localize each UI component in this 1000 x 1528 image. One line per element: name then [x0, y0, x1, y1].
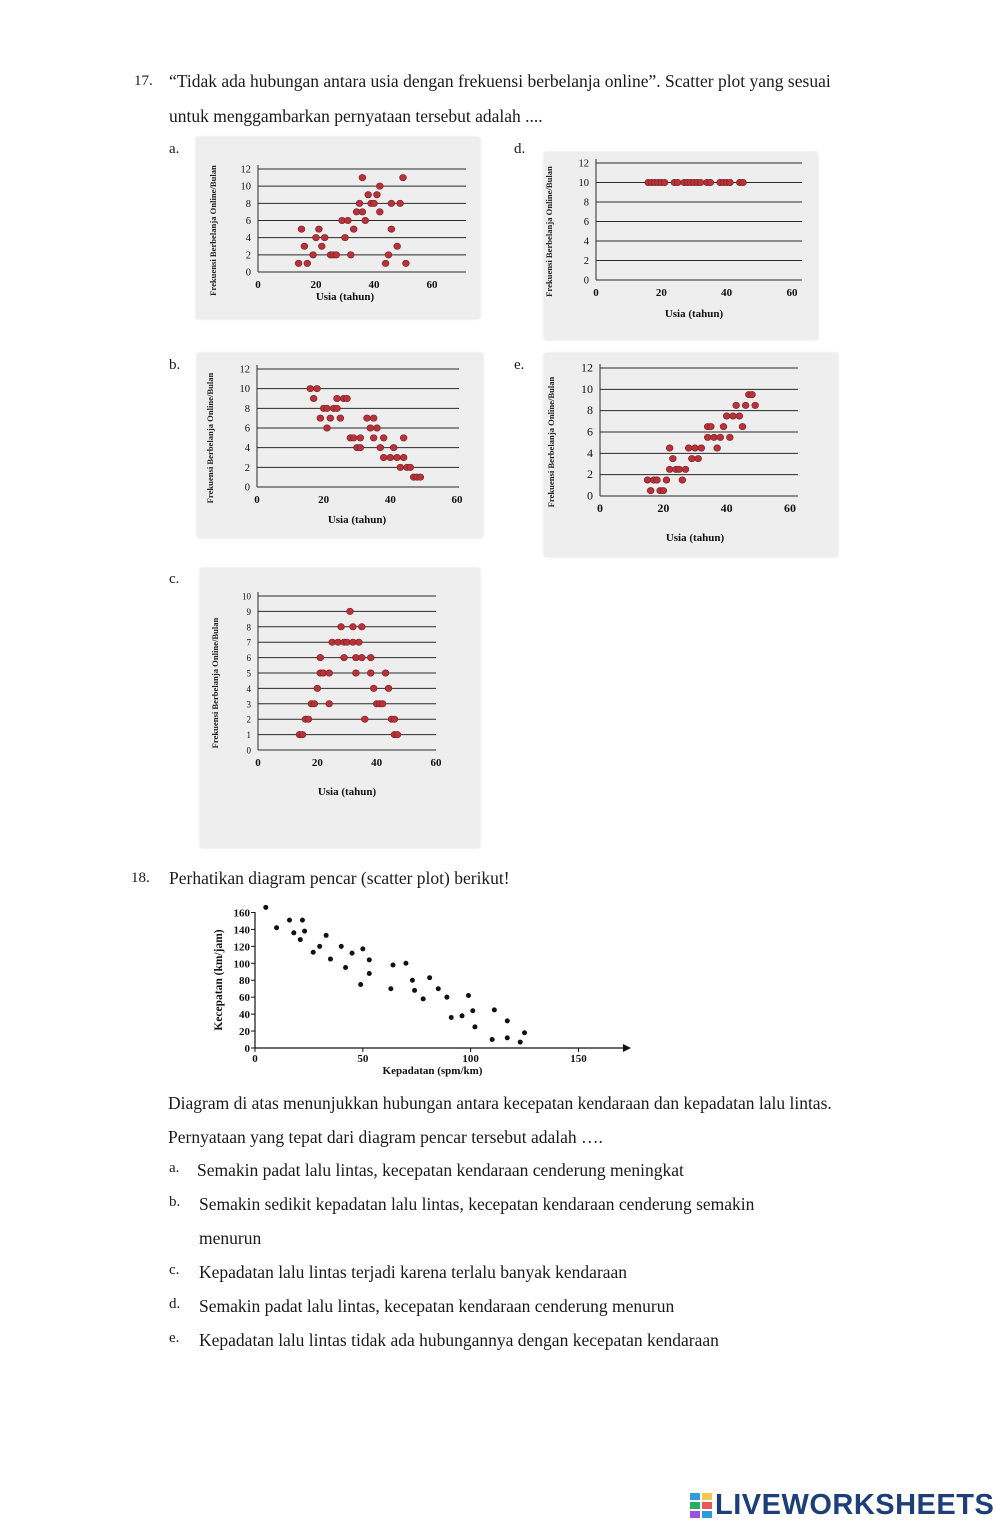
x-tick-label-d: 0: [593, 287, 599, 299]
y-tick-label-a: 2: [245, 250, 251, 262]
q18-y-tick-label: 60: [239, 992, 250, 1005]
scatter-point-c: [391, 716, 398, 722]
x-tick-label-e: 0: [597, 501, 603, 515]
scatter-point-b: [327, 415, 334, 421]
q17-option-a-label[interactable]: a.: [169, 141, 180, 157]
scatter-point-c: [305, 716, 312, 722]
q18-y-tick-label: 160: [233, 907, 250, 920]
q18-scatter-point: [522, 1030, 527, 1035]
q18-scatter-point: [391, 962, 396, 967]
scatter-point-b: [377, 444, 384, 450]
scatter-point-b: [400, 435, 407, 441]
scatter-point-b: [367, 425, 374, 431]
scatter-point-b: [317, 415, 324, 421]
scatter-plot-a-svg: [196, 137, 480, 319]
y-tick-label-b: 10: [239, 384, 250, 396]
scatter-point-b: [370, 435, 377, 441]
q18-scatter-point: [350, 951, 355, 956]
scatter-point-c: [370, 685, 377, 691]
scatter-point-c: [382, 670, 389, 676]
scatter-point-a: [385, 252, 392, 258]
y-tick-label-c: 6: [246, 653, 251, 664]
scatter-point-b: [394, 454, 401, 460]
q18-x-axis-arrow: [623, 1044, 631, 1052]
scatter-point-d: [740, 179, 747, 185]
y-axis-label-d: Frekuensi Berbelanja Online/Bulan: [544, 166, 554, 297]
q18-scatter-point: [505, 1018, 510, 1023]
y-tick-label-e: 8: [587, 403, 593, 418]
q18-prompt: Perhatikan diagram pencar (scatter plot) berikut!: [169, 868, 510, 888]
q18-scatter-point: [444, 995, 449, 1000]
scatter-point-a: [345, 217, 352, 223]
scatter-point-e: [730, 413, 737, 419]
q18-x-tick-label: 0: [252, 1053, 258, 1065]
y-tick-label-c: 4: [246, 683, 251, 694]
y-tick-label-d: 8: [583, 197, 589, 209]
scatter-point-e: [749, 391, 756, 397]
y-tick-label-c: 8: [246, 622, 251, 633]
scatter-point-a: [295, 260, 302, 266]
scatter-point-e: [711, 434, 718, 440]
q18-x-tick-label: 100: [462, 1053, 479, 1065]
scatter-plot-d[interactable]: [544, 152, 818, 340]
q18-y-tick-label: 40: [239, 1009, 250, 1022]
scatter-point-e: [666, 445, 673, 451]
scatter-point-a: [333, 252, 340, 258]
scatter-point-b: [314, 385, 321, 391]
y-tick-label-e: 0: [587, 488, 593, 503]
y-axis-label-e: Frekuensi Berbelanja Online/Bulan: [546, 376, 556, 508]
scatter-plot-b-svg: [197, 353, 483, 538]
scatter-point-c: [358, 624, 365, 630]
y-tick-label-b: 6: [244, 423, 250, 435]
y-tick-label-d: 4: [583, 236, 589, 248]
scatter-point-e: [644, 477, 651, 483]
q18-description-line2: Pernyataan yang tepat dari diagram pencar tersebut adalah ….: [168, 1127, 603, 1147]
x-tick-label-e: 20: [657, 501, 670, 515]
q18-scatter-point: [291, 930, 296, 935]
scatter-point-c: [326, 670, 333, 676]
scatter-point-b: [370, 415, 377, 421]
scatter-plot-c[interactable]: [200, 568, 480, 848]
y-tick-label-a: 10: [240, 181, 251, 193]
scatter-point-c: [311, 701, 318, 707]
q18-scatter-point: [472, 1024, 477, 1029]
q18-option-b-letter[interactable]: b.: [169, 1194, 181, 1210]
scatter-point-b: [380, 435, 387, 441]
scatter-point-c: [358, 654, 365, 660]
scatter-point-e: [679, 477, 686, 483]
scatter-point-a: [321, 234, 328, 240]
scatter-point-e: [736, 413, 743, 419]
scatter-point-b: [334, 395, 341, 401]
y-tick-label-d: 6: [583, 217, 589, 228]
q18-scatter-point: [505, 1035, 510, 1040]
scatter-point-a: [301, 243, 308, 249]
x-tick-label-a: 0: [255, 279, 261, 291]
y-tick-label-c: 2: [246, 714, 251, 725]
q18-option-b-text-cont[interactable]: menurun: [199, 1228, 262, 1248]
q18-scatter-point: [421, 996, 426, 1001]
scatter-point-c: [347, 608, 354, 614]
scatter-point-e: [666, 466, 673, 472]
y-tick-label-c: 7: [246, 637, 251, 648]
scatter-point-c: [367, 654, 374, 660]
q18-scatter-point: [388, 986, 393, 991]
q18-scatter-point: [298, 937, 303, 942]
scatter-point-b: [357, 444, 364, 450]
q18-x-tick-label: 50: [357, 1053, 369, 1065]
y-tick-label-a: 8: [245, 198, 251, 210]
scatter-point-a: [394, 243, 401, 249]
scatter-point-c: [379, 701, 386, 707]
scatter-point-c: [299, 731, 306, 737]
scatter-point-e: [676, 466, 683, 472]
x-tick-label-b: 0: [254, 494, 260, 506]
q18-option-c-letter[interactable]: c.: [169, 1262, 180, 1278]
q18-scatter-point: [300, 918, 305, 923]
scatter-point-e: [688, 455, 695, 461]
q18-x-axis-label: Kepadatan (spm/km): [382, 1065, 483, 1077]
x-tick-label-d: 40: [721, 287, 733, 299]
q18-scatter-point: [360, 946, 365, 951]
q18-scatter-point: [466, 993, 471, 998]
q18-scatter-point: [518, 1040, 523, 1045]
x-tick-label-a: 60: [426, 279, 438, 291]
q18-scatter-point: [263, 905, 268, 910]
scatter-point-b: [400, 454, 407, 460]
q18-scatter-point: [470, 1008, 475, 1013]
scatter-point-c: [350, 624, 357, 630]
y-tick-label-b: 2: [244, 462, 250, 474]
x-axis-label-c: Usia (tahun): [317, 786, 377, 798]
y-tick-label-e: 4: [587, 445, 593, 460]
q17-option-e-label[interactable]: e.: [514, 357, 525, 373]
liveworksheets-logo-text: LIVEWORKSHEETS: [715, 1489, 995, 1521]
x-tick-label-b: 40: [384, 494, 396, 506]
scatter-point-e: [695, 455, 702, 461]
y-tick-label-b: 0: [244, 482, 250, 494]
scatter-point-a: [382, 260, 389, 266]
scatter-plot-d-svg: [544, 152, 818, 340]
scatter-point-e: [682, 466, 689, 472]
scatter-point-a: [359, 174, 366, 180]
y-tick-label-e: 12: [581, 360, 593, 375]
y-tick-label-e: 2: [587, 467, 593, 482]
q18-scatter-point: [287, 918, 292, 923]
x-axis-label-a: Usia (tahun): [315, 291, 375, 303]
q18-scatter-point: [302, 929, 307, 934]
q18-y-tick-label: 100: [233, 958, 250, 971]
q18-scatter-point: [460, 1013, 465, 1018]
scatter-point-c: [314, 685, 321, 691]
y-tick-label-a: 6: [245, 216, 251, 227]
scatter-plot-q18: [205, 900, 635, 1082]
scatter-point-c: [361, 716, 368, 722]
scatter-point-a: [350, 226, 357, 232]
q18-option-a-letter[interactable]: a.: [169, 1160, 180, 1176]
q18-scatter-point: [311, 950, 316, 955]
y-tick-label-b: 4: [244, 443, 250, 455]
scatter-point-b: [334, 405, 341, 411]
q18-scatter-point: [274, 925, 279, 930]
scatter-point-b: [337, 415, 344, 421]
scatter-point-e: [654, 477, 661, 483]
x-axis-label-b: Usia (tahun): [327, 514, 387, 526]
q18-scatter-point: [358, 982, 363, 987]
y-tick-label-b: 12: [239, 364, 250, 376]
scatter-point-a: [376, 183, 383, 189]
y-axis-label-c: Frekuensi Berbelanja Online/Bulan: [210, 617, 220, 749]
scatter-point-b: [390, 444, 397, 450]
q18-scatter-point: [403, 961, 408, 966]
scatter-point-e: [663, 477, 670, 483]
q18-number: 18.: [131, 870, 150, 886]
x-tick-label-c: 60: [430, 757, 442, 769]
y-tick-label-c: 0: [246, 745, 251, 756]
x-axis-label-d: Usia (tahun): [664, 308, 724, 320]
y-tick-label-a: 12: [240, 164, 251, 176]
x-tick-label-c: 0: [255, 757, 261, 769]
scatter-point-a: [318, 243, 325, 249]
scatter-point-b: [380, 454, 387, 460]
q17-option-b-label[interactable]: b.: [169, 357, 181, 373]
q18-scatter-point: [427, 975, 432, 980]
x-tick-label-c: 40: [371, 757, 383, 769]
scatter-point-a: [376, 209, 383, 215]
q18-scatter-point: [367, 971, 372, 976]
scatter-point-a: [374, 192, 381, 198]
scatter-point-e: [752, 402, 759, 408]
scatter-point-e: [647, 487, 654, 493]
y-tick-label-d: 12: [578, 158, 589, 170]
scatter-point-b: [407, 464, 414, 470]
q18-y-tick-label: 120: [233, 941, 250, 954]
scatter-point-a: [347, 252, 354, 258]
scatter-point-e: [704, 434, 711, 440]
scatter-point-e: [717, 434, 724, 440]
scatter-point-a: [359, 209, 366, 215]
x-axis-label-e: Usia (tahun): [665, 532, 725, 544]
q18-y-axis-label: Kecepatan (km/jam): [213, 929, 225, 1031]
q18-scatter-point: [328, 957, 333, 962]
q18-scatter-point: [436, 986, 441, 991]
scatter-point-c: [385, 685, 392, 691]
scatter-point-a: [371, 200, 378, 206]
scatter-point-b: [364, 415, 371, 421]
q18-x-tick-label: 150: [570, 1053, 587, 1065]
y-tick-label-e: 6: [587, 424, 593, 439]
scatter-point-e: [698, 445, 705, 451]
q18-scatter-point: [339, 944, 344, 949]
q17-option-c-label[interactable]: c.: [169, 571, 180, 587]
y-tick-label-c: 1: [246, 730, 251, 741]
q18-option-c-text[interactable]: Kepadatan lalu lintas terjadi karena terlalu banyak kendaraan: [199, 1262, 628, 1282]
q18-scatter-point: [412, 988, 417, 993]
scatter-point-a: [313, 234, 320, 240]
q18-scatter-point: [449, 1015, 454, 1020]
scatter-point-b: [307, 385, 314, 391]
scatter-point-e: [692, 445, 699, 451]
y-tick-label-c: 3: [246, 699, 251, 710]
scatter-point-b: [324, 405, 331, 411]
scatter-point-e: [707, 423, 714, 429]
q18-option-a-text[interactable]: Semakin padat lalu lintas, kecepatan kendaraan cenderung meningkat: [197, 1160, 684, 1180]
q17-text-line2: untuk menggambarkan pernyataan tersebut adalah ....: [169, 106, 543, 126]
scatter-point-c: [317, 654, 324, 660]
scatter-point-b: [374, 425, 381, 431]
scatter-point-b: [397, 464, 404, 470]
scatter-point-c: [353, 670, 360, 676]
scatter-point-b: [387, 454, 394, 460]
x-tick-label-c: 20: [311, 757, 323, 769]
scatter-point-e: [720, 423, 727, 429]
scatter-point-e: [742, 402, 749, 408]
scatter-point-e: [733, 402, 740, 408]
y-tick-label-b: 8: [244, 403, 250, 415]
scatter-point-a: [365, 192, 372, 198]
scatter-point-a: [316, 226, 323, 232]
scatter-point-a: [342, 234, 349, 240]
scatter-point-e: [660, 487, 667, 493]
y-tick-label-e: 10: [581, 381, 593, 396]
scatter-plot-a[interactable]: [196, 137, 480, 319]
q18-option-b-text[interactable]: Semakin sedikit kepadatan lalu lintas, kecepatan kendaraan cenderung semakin: [199, 1194, 755, 1214]
x-tick-label-b: 20: [318, 494, 330, 506]
scatter-point-e: [685, 445, 692, 451]
y-tick-label-d: 0: [583, 275, 589, 287]
scatter-point-b: [350, 435, 357, 441]
q18-scatter-point: [324, 933, 329, 938]
scatter-point-c: [341, 654, 348, 660]
scatter-point-c: [367, 670, 374, 676]
scatter-point-d: [727, 179, 734, 185]
scatter-point-b: [344, 395, 351, 401]
q18-scatter-point: [410, 978, 415, 983]
scatter-point-a: [400, 174, 407, 180]
scatter-point-b: [324, 425, 331, 431]
liveworksheets-logo-icon: [690, 1493, 714, 1519]
q18-y-tick-label: 0: [244, 1043, 250, 1055]
q18-option-e-text[interactable]: Kepadatan lalu lintas tidak ada hubungannya dengan kecepatan kendaraan: [199, 1330, 719, 1350]
scatter-point-b: [310, 395, 317, 401]
scatter-point-a: [397, 200, 404, 206]
x-tick-label-a: 20: [310, 279, 322, 291]
scatter-point-a: [304, 260, 311, 266]
y-tick-label-a: 4: [245, 233, 251, 245]
scatter-point-c: [355, 639, 362, 645]
scatter-plot-e-svg: [544, 353, 838, 557]
scatter-point-e: [669, 455, 676, 461]
q17-text-line1: “Tidak ada hubungan antara usia dengan frekuensi berbelanja online”. Scatter plot yang sesuai: [169, 71, 831, 91]
y-tick-label-a: 0: [245, 267, 251, 279]
y-tick-label-c: 5: [246, 668, 251, 679]
x-tick-label-a: 40: [368, 279, 380, 291]
q18-description-line1: Diagram di atas menunjukkan hubungan antara kecepatan kendaraan dan kepadatan lalu lintas.: [168, 1093, 832, 1113]
scatter-point-e: [739, 423, 746, 429]
scatter-point-e: [726, 434, 733, 440]
q18-scatter-point: [317, 944, 322, 949]
q18-y-tick-label: 80: [239, 975, 250, 988]
scatter-plot-c-svg: [200, 568, 480, 848]
scatter-point-c: [338, 624, 345, 630]
scatter-plot-e[interactable]: [544, 353, 838, 557]
scatter-point-a: [388, 200, 395, 206]
q18-scatter-point: [367, 957, 372, 962]
scatter-point-d: [697, 179, 704, 185]
scatter-point-d: [674, 179, 681, 185]
y-tick-label-c: 9: [246, 606, 251, 617]
scatter-point-a: [362, 217, 369, 223]
scatter-plot-b[interactable]: [197, 353, 483, 538]
y-tick-label-c: 10: [242, 591, 251, 602]
scatter-point-c: [394, 731, 401, 737]
scatter-point-b: [357, 435, 364, 441]
scatter-point-d: [707, 179, 714, 185]
scatter-point-c: [326, 701, 333, 707]
x-tick-label-e: 60: [784, 501, 796, 515]
q18-scatter-point: [343, 965, 348, 970]
y-tick-label-d: 2: [583, 256, 589, 267]
scatter-plot-q18-svg: [205, 900, 635, 1082]
q18-scatter-point: [492, 1007, 497, 1012]
scatter-point-a: [310, 252, 317, 258]
scatter-point-b: [417, 474, 424, 480]
scatter-point-e: [714, 445, 721, 451]
q18-option-d-letter[interactable]: d.: [169, 1296, 181, 1312]
scatter-point-a: [298, 226, 305, 232]
y-tick-label-d: 10: [578, 178, 589, 189]
q18-option-d-text[interactable]: Semakin padat lalu lintas, kecepatan kendaraan cenderung menurun: [199, 1296, 675, 1316]
q18-scatter-point: [490, 1037, 495, 1042]
x-tick-label-d: 60: [786, 287, 798, 299]
q17-option-d-label[interactable]: d.: [514, 141, 526, 157]
q18-option-e-letter[interactable]: e.: [169, 1330, 180, 1346]
x-tick-label-e: 40: [720, 501, 733, 515]
x-tick-label-b: 60: [451, 494, 463, 506]
scatter-point-a: [388, 226, 395, 232]
x-tick-label-d: 20: [655, 287, 667, 299]
scatter-point-a: [356, 200, 363, 206]
scatter-point-e: [723, 413, 730, 419]
q17-number: 17.: [134, 73, 153, 89]
y-axis-label-b: Frekuensi Berbelanja Online/Bulan: [205, 372, 215, 504]
scatter-point-d: [661, 179, 668, 185]
q18-y-tick-label: 20: [239, 1026, 250, 1039]
q18-y-tick-label: 140: [233, 924, 250, 937]
scatter-point-a: [403, 260, 410, 266]
y-axis-label-a: Frekuensi Berbelanja Online/Bulan: [208, 165, 218, 296]
